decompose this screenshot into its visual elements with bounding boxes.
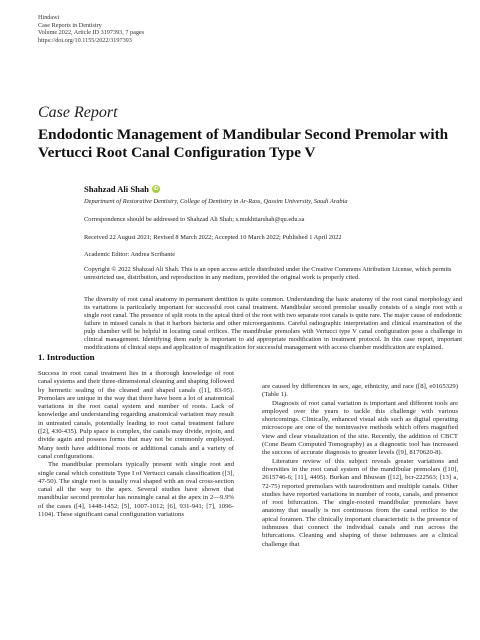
affiliation: Department of Restorative Dentistry, College of Dentistry in Ar-Rass, Qassim University, Saudi Arabia xyxy=(84,198,348,205)
paragraph: Diagnosis of root canal variation is important and different tools are employed over the years to tackle this challenge with various shortcomings. Clinically, enhanced visual aids such as digital operating microscope are one of the noninvasive methods which offers magnified view and clear visualization of the site. Recently, the addition of CBCT (Cone Beam Computed Tomography) as a diagnostic tool has increased the success of accurate diagnosis to greater levels ([9], 8170620-8). xyxy=(262,399,458,457)
doi-link[interactable]: https://doi.org/10.1155/2022/3197393 xyxy=(38,36,132,44)
paragraph: The mandibular premolars typically present with single root and single canal which constitute Type I of Vertucci canals classification ([3], 47-50). The single root is usually oval shaped with an oval cross-section canal all the way to the apex. Several studies have shown that mandibular second premolar has nonsingle canal at the apex in 2—9.9% of the cases ([4], 1448-1452; [5], 1007-1012; [6], 931-941; [7], 1096-1104). These significant canal configuration variations xyxy=(38,461,234,519)
publication-dates: Received 22 August 2021; Revised 8 March 2022; Accepted 10 March 2022; Published 1 April 2022 xyxy=(84,234,342,241)
journal-header xyxy=(38,14,144,44)
author-line xyxy=(84,184,160,194)
volume-info: Volume 2022, Article ID 3197393, 7 pages xyxy=(38,29,145,37)
paragraph: Success in root canal treatment lies in a thorough knowledge of root canal systems and their three-dimensional cleaning and shaping followed by hermetic sealing of the cleaned and shaped canals ([1], 83-95). Premolars are unique in the way that there have been a lot of anatomical variations in the root canal system and number of roots. Lack of knowledge and understanding regarding anatomical variation may result in untreated canals, potentially leading to root canal treatment failure ([2], 430-435). Pulp space is complex, the canals may divide, rejoin, and divide again and possess forms that may not be commonly employed. Many teeth have additional roots or additional canals and a variety of canal configurations. xyxy=(38,370,234,460)
abstract: The diversity of root canal anatomy in permanent dentition is quite common. Understanding the basic anatomy of the root canal morphology and its variations is particularly important for successful root canal treatment. Mandibular second premolar usually consists of a single root with a single root canal. The presence of split roots in the apical third of the root with two separate root canals is quite rare. The major cause of endodontic failure in missed canals is that it harbors bacteria and other microorganisms. Careful radiographic interpretation and clinical examination of the pulp chamber will be helpful in locating canal orifices. The mandibular premolars with Vertucci type V canal configuration pose a challenge in clinical management. Identifying them early is important to aid appropriate modification in treatment protocol. In this case report, important modifications of clinical steps and application of magnification for successful management with access chamber modification are explained. xyxy=(84,296,462,352)
section-heading-introduction: 1. Introduction xyxy=(38,352,95,362)
correspondence: Correspondence should be addressed to Shahzad Ali Shah; s.mukhtiarshah@qu.edu.sa xyxy=(84,216,305,223)
author-name[interactable]: Shahzad Ali Shah xyxy=(84,184,149,194)
paragraph: are caused by differences in sex, age, ethnicity, and race ([8], e0165329) (Table 1). xyxy=(262,383,458,399)
orcid-icon[interactable]: iD xyxy=(153,186,159,192)
publisher-name: Hindawi xyxy=(38,14,60,21)
paper-title: Endodontic Management of Mandibular Second Premolar with Vertucci Root Canal Configuration Type V xyxy=(38,126,449,161)
copyright-notice: Copyright © 2022 Shahzad Ali Shah. This is an open access article distributed under the Creative Commons Attribution License, which permits unrestricted use, distribution, and reproduction in any medium, provided the original work is properly cited. xyxy=(84,266,452,281)
body-column-right xyxy=(262,383,458,549)
article-type: Case Report xyxy=(38,104,118,121)
paragraph: Literature review of this subject reveals greater variations and diversities in the root canal system of the mandibular premolars ([10], 2615746-6; [11], 4495). Burkan and Bhuwan ([12], bcr-222563; [13] a, 72-75) reported premolars with taurodontism and multiple canals. Other studies have reported variations in number of roots, canals, and presence of root bifurcation. The single-rooted mandibular premolars have anatomy that usually is not continuous from the canal orifice to the apical foramen. The clinically important characteristic is the presence of isthmuses that connect the individual canals and run across the bifurcations. Cleaning and shaping of these isthmuses are a clinical challenge that xyxy=(262,457,458,548)
academic-editor: Academic Editor: Andrea Scribante xyxy=(84,251,176,258)
journal-name: Case Reports in Dentistry xyxy=(38,21,102,29)
body-column-left xyxy=(38,370,234,519)
